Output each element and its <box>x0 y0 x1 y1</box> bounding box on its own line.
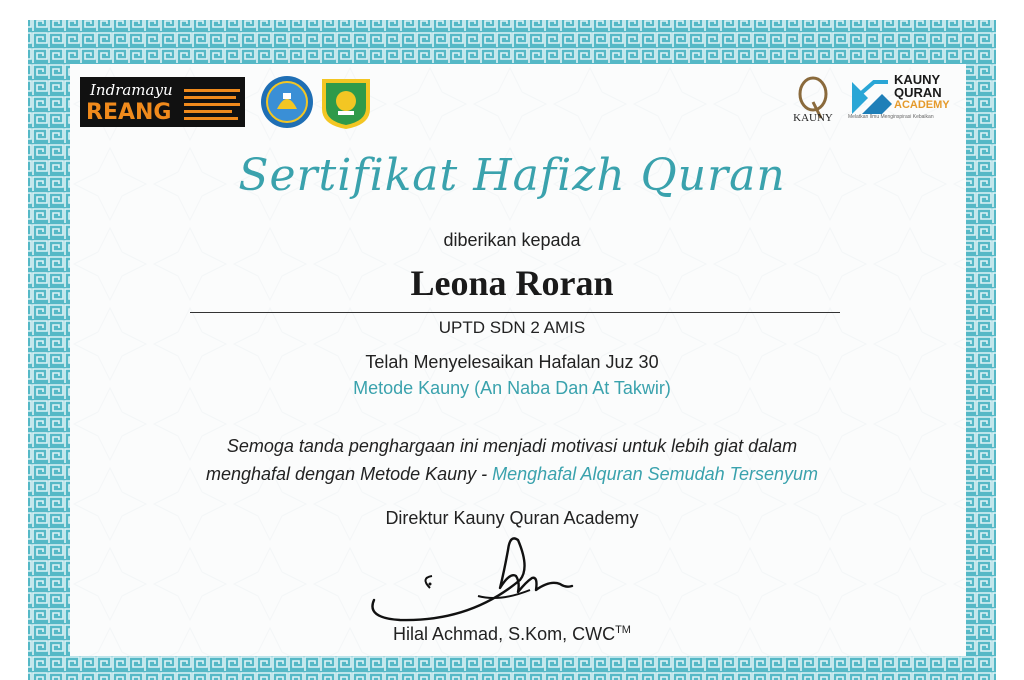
signature-image <box>360 528 600 624</box>
motivation-message <box>0 432 1024 488</box>
kauny-quran-academy-logo <box>848 74 960 129</box>
method-text: Metode Kauny (An Naba Dan At Takwir) <box>353 378 671 398</box>
school-name: UPTD SDN 2 AMIS <box>438 318 586 337</box>
signer-name <box>0 624 1024 645</box>
signer-name-text: Hilal Achmad, S.Kom, CWC <box>393 624 616 644</box>
kauny-academy-line1: KAUNY <box>894 72 941 87</box>
indramayu-regency-emblem <box>322 79 370 129</box>
kauny-academy-line3: ACADEMY <box>894 99 950 111</box>
svg-text:Indramayu: Indramayu <box>90 81 173 99</box>
signer-trademark: TM <box>615 624 631 636</box>
recipient-name: Leona Roran <box>410 263 614 303</box>
message-line-1: Semoga tanda penghargaan ini menjadi motivasi untuk lebih giat dalam <box>226 436 798 456</box>
indramayu-reang-logo <box>80 75 380 131</box>
signer-role: Direktur Kauny Quran Academy <box>385 508 639 528</box>
given-to-label: diberikan kepada <box>443 230 581 250</box>
certificate-title: Sertifikat Hafizh Quran <box>238 150 786 201</box>
left-logo-group <box>80 75 380 136</box>
tut-wuri-handayani-emblem <box>261 76 313 128</box>
kauny-academy-line2: QURAN <box>894 85 942 100</box>
name-underline <box>190 312 840 313</box>
svg-text:REANG: REANG <box>86 100 172 125</box>
message-line-2-prefix: menghafal dengan Metode Kauny - <box>205 464 493 484</box>
kauny-academy-tagline: Melatkan Ilmu Menginspirasi Kebaikan <box>848 114 934 120</box>
kauny-logo-label: KAUNY <box>793 112 833 124</box>
message-line-2 <box>0 460 1024 488</box>
message-slogan: Menghafal Alquran Semudah Tersenyum <box>492 464 819 484</box>
kauny-logo <box>788 74 838 135</box>
achievement-text: Telah Menyelesaikan Hafalan Juz 30 <box>365 352 659 372</box>
